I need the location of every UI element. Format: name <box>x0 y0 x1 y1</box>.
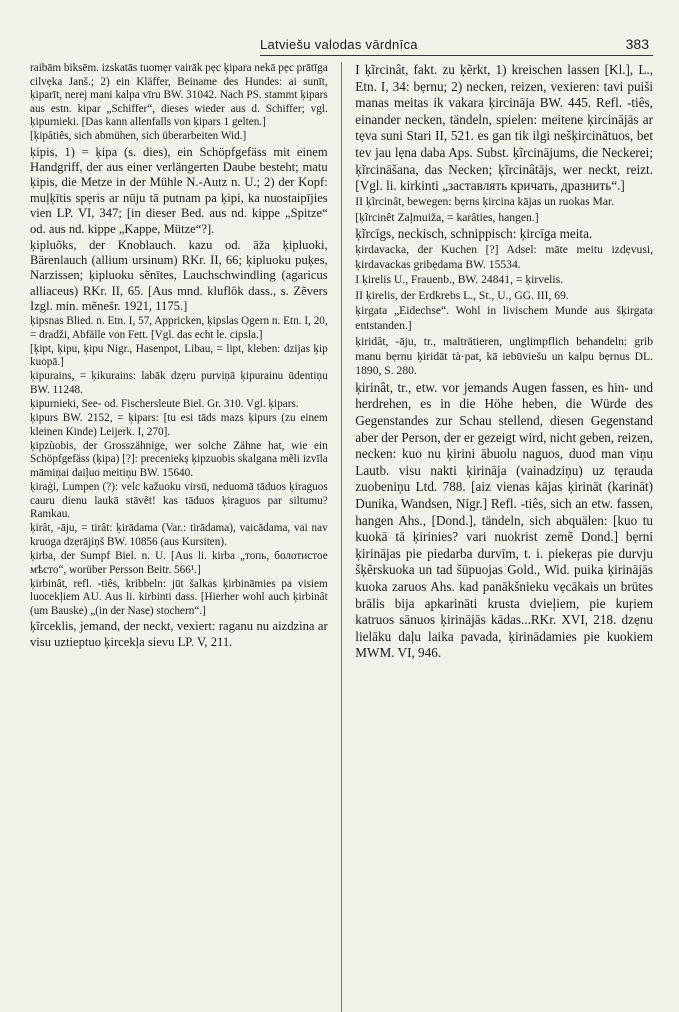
dictionary-entry: [ķĩrcinêt Zaļmuiža, = karâties, hangen.] <box>355 210 539 224</box>
dictionary-entry: I ķĩrcinât, fakt. zu ķẽrkt, 1) kreischen lassen [Kl.], L., Etn. I, 34: bẹrnu; 2) necken, reizen, vexieren: tavi puiši manas meitas ik vakara ķircināja BW. 445. Refl. -tiês, einander necken, tändeln, spielen: meitene ķircinājās ar tẹva suni Stari II, 521. es gan tik ilgi nešķircinātuos, bet tev jau lẹna daba Aps. Subst. ķĩrcinājums, die Neckerei; ķĩrcināšana, das Necken; ķĩrcinâtājs, wer neckt, reizt. [Vgl. li. kirkinti „заставлять кричать, дразнить“.] <box>355 62 653 194</box>
dictionary-entry: II ķĩrcinât, bewegen: bẹrns ķircina kājas un ruokas Mar. <box>355 195 615 209</box>
page-number: 383 <box>625 36 649 52</box>
dictionary-entry: ķipzùobis, der Grosszähnige, wer solche Zähne hat, wie ein Schöpfgefäss (ķipa) [?]: preceniekș ķipzuobis skalgana mẽli izvīla māmiņai daiļuo meitiņu BW. 15640. <box>30 439 328 480</box>
dictionary-entry: raibām biksēm. izskatās tuomẹr vairāk pẹc ķipara nekā pẹc prātīga cilvẹka Janš.; 2) ein Kläffer, Beiname des Hundes: ai sunīt, ķiparīt, nerej mani kalpa vīru BW. 31042. Nach PS. stammt ķipars aus estn. kipar „Schiffer“, dieses wieder aus d. Schiffer; vgl. ķipurnieki. [Das kann allenfalls von ķipars 1 gelten.] <box>30 62 328 129</box>
right-column <box>355 62 653 662</box>
dictionary-entry: ķipis, 1) = ķipa (s. dies), ein Schöpfgefäss mit einem Handgriff, der aus einer verlängerten Daube besteht; matu ķipis, die Metze in der Mühle N.-Autz n. U.; 2) der Kopf: muļķītis spẹris ar nūju tā putnam pa ķipi, ka nuostaipījies vien LP. VI, 347; [in dieser Bed. aus nd. kippe „Spitze“ od. aus nd. kippe „Kappe, Mütze“?]. <box>30 144 328 236</box>
dictionary-entry: II ķirelis, der Erdkrebs L., St., U., GG. III, 69. <box>355 288 569 302</box>
dictionary-entry: ķipurains, = ķikurains: labāk dzẹru purviņā ķipurainu ūdentiņu BW. 11248. <box>30 370 328 396</box>
column-divider <box>328 62 356 662</box>
dictionary-entry: ķipurnieki, See- od. Fischersleute Biel. Gr. 310. Vgl. ķipars. <box>30 398 299 411</box>
page-header <box>260 36 653 56</box>
dictionary-entry: I ķirelis U., Frauenb., BW. 24841, = ķirvelis. <box>355 273 563 287</box>
dictionary-entry: [ķipt, ķipu, ķipu Nigr., Hasenpot, Libau, = lipt, kleben: dzijas ķip kuopā.] <box>30 342 328 369</box>
dictionary-entry: ķiraģi, Lumpen (?): velc kažuoku virsū, neduomā tāduos ķiraguos cauru dienu laukā stāvẽt! kas tāduos ķiraguos par siltumu? Ramkau. <box>30 481 328 521</box>
dictionary-entry: ķirdavacka, der Kuchen [?] Adsel: māte meitu izdẹvusi, ķirdavackas gribẹdama BW. 15534. <box>355 243 653 272</box>
text-columns <box>30 62 653 662</box>
dictionary-entry: ķipluõks, der Knoblauch. kazu od. āža ķipluoki, Bärenlauch (allium ursinum) RKr. II, 66; ķipluoku puķes, Narzissen; ķipluoku sẽnītes, Lauchschwindling (agaricus alliaceus) RKr. II, 65. [Aus mnd. kluflôk dass., s. Zẽvers Izgl. min. mẽnešr. 1921, 1175.] <box>30 237 328 314</box>
dictionary-entry: ķipurs BW. 2152, = ķipars: [tu esi tāds mazs ķipurs (zu einem kleinen Kinde) Leijerk. I, 270]. <box>30 412 328 438</box>
dictionary-entry: ķirba, der Sumpf Biel. n. U. [Aus li. kirba „топь, болотистое мѣсто“, worüber Persson Beitr. 566¹.] <box>30 550 328 576</box>
dictionary-entry: [ķipâtiês, sich abmühen, sich überarbeiten Wid.] <box>30 130 247 143</box>
dictionary-entry: ķĩrcīgs, neckisch, schnippisch: ķircīga meita. <box>355 226 593 242</box>
dictionary-entry: ķirinât, tr., etw. vor jemands Augen fassen, es hin- und herdrehen, es in die Höhe heben, die Würde des Gegenstandes zur Schau stellend, diesen Gegenstand aber der Person, der er gezeigt wird, nicht geben, reizen, necken: kuo nu ķirini ābuolu naguos, duod man viņu Lautb. visu nakti ķirināja (vainadziņu) uz tẹrauda zuobeniņu Ltd. 788. [aiz vienas kājas ķirināt (karināt) Dunika, Wandsen, Nigr.] Refl. -tiês, sich an etw. fassen, hangen Ahs., [Dond.], tändeln, sich abquälen: [kuo tu kuokā tā ķirinies? vari nuokrist zemẽ Dond.] bẹrni ķirinājas pie piedarba durvīm, t. i. piekeŗas pie durvju šķẽrskuoka un tad šūpuojas Gold., Wid. puika ķirinājās kuoka zaruos Ahs. kad panākšnieku vẹcākais un brūtes brālis bija apkarināti krusta dvieļiem, pie kuŗiem katruos sānuos ķirinājās kādas...RKr. XVI, 218. dzẹnu lielāku daļu laika pavada, ķirinādamies pie kuokiem MWM. VI, 946. <box>355 379 653 661</box>
dictionary-entry: ķipsnas Blied. n. Etn. I, 57, Appricken, ķipslas Ogern n. Etn. I, 20, = dradži, Abfälle von Fett. [Vgl. das echt le. cipsla.] <box>30 315 328 341</box>
dictionary-entry: ķirgata „Eidechse“. Wohl in livischem Munde aus šķirgata entstanden.] <box>355 304 653 333</box>
dictionary-entry: ķiridât, -āju, tr., malträtieren, unglimpflich behandeln: grib manu bẹrnu ķiridāt tà·pat, kā iebūviešu un kalpu bẹrnus DL. 1890, S. 280. <box>355 334 653 378</box>
running-title: Latviešu valodas vārdnīca <box>260 37 418 52</box>
dictionary-entry: ķirât, -āju, = tirât: ķirādama (Var.: tirādama), vaicādama, vai nav kruoga dzẹrājiņš BW. 10856 (aus Kursiten). <box>30 522 328 549</box>
dictionary-entry: ķĩrceklis, jemand, der neckt, vexiert: raganu nu aizdzina ar visu uztieptuo ķircekļa sievu LP. V, 211. <box>30 619 328 649</box>
left-column <box>30 62 328 662</box>
dictionary-entry: ķirbinât, refl. -tiês, kribbeln: jūt šalkas ķirbināmies pa visiem luocekļiem AU. Aus li. kirbinti dass. [Hierher wohl auch ķirbinât (um Bauske) „(in der Nase) stochern“.] <box>30 577 328 617</box>
